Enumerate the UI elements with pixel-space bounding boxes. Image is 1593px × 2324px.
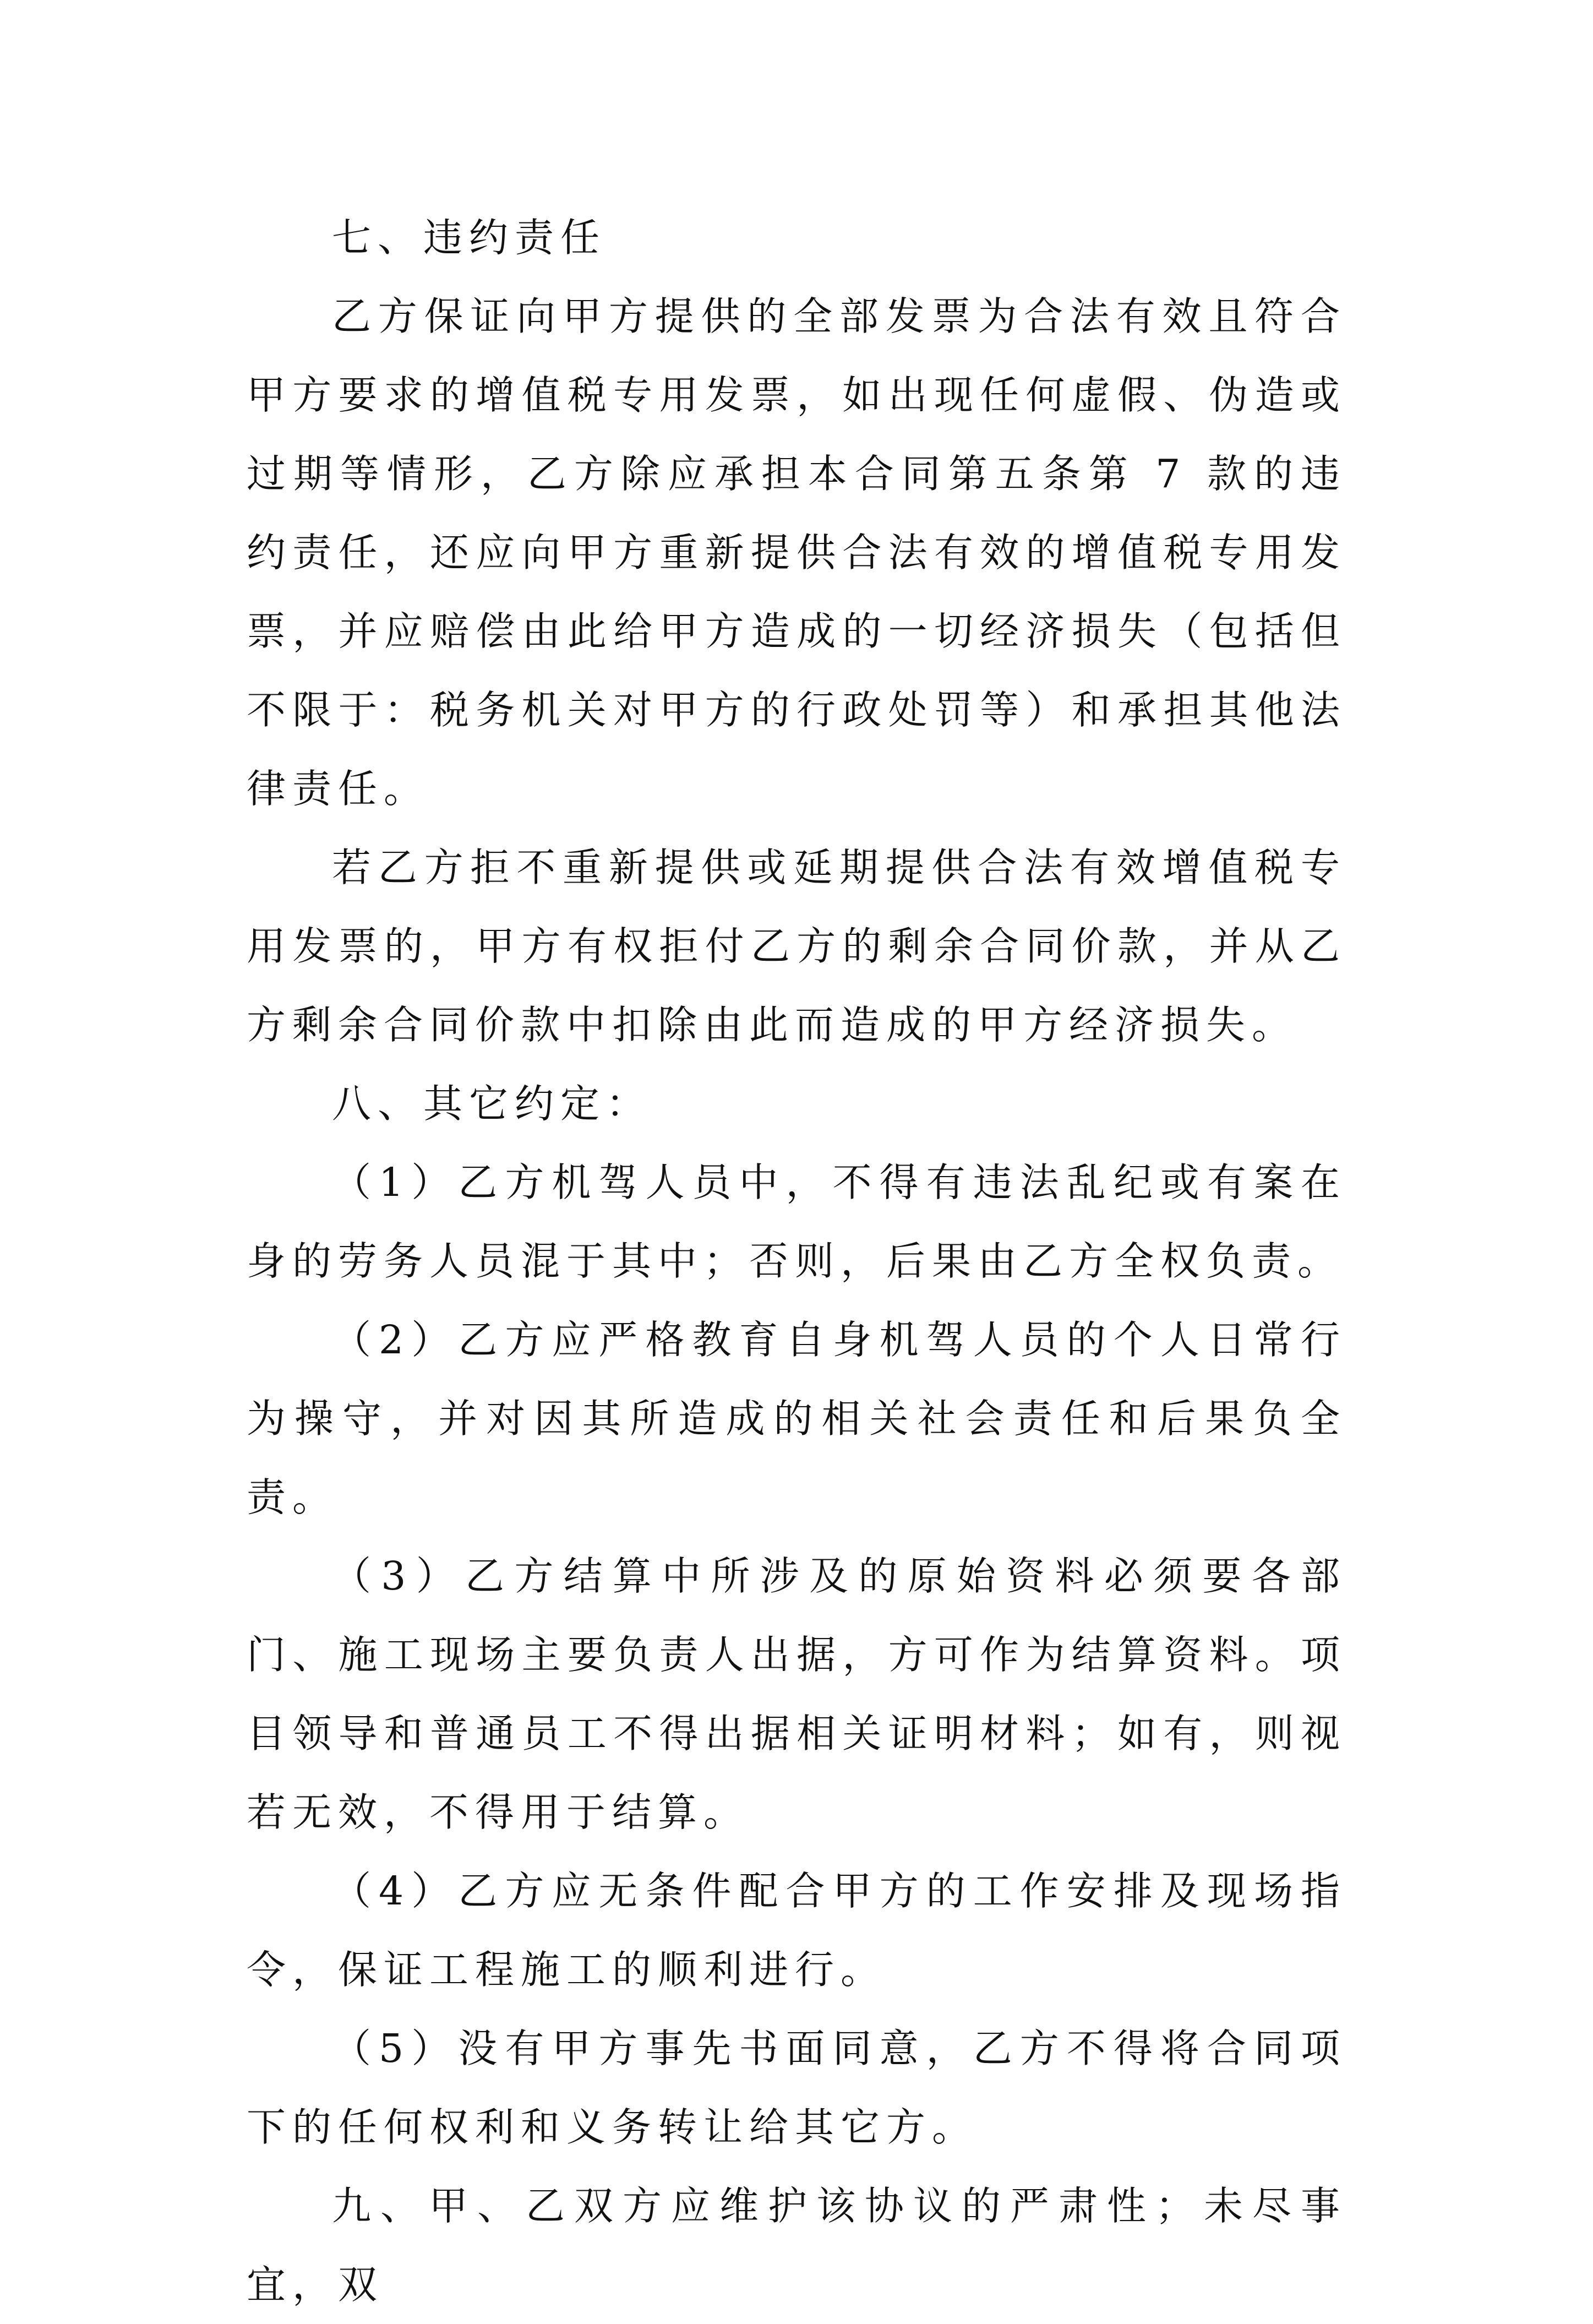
document-body <box>247 198 1346 2324</box>
section-8-item-2: （2）乙方应严格教育自身机驾人员的个人日常行为操守，并对因其所造成的相关社会责任和后果负全责。 <box>247 1317 1346 1520</box>
section-7-paragraph-2: 若乙方拒不重新提供或延期提供合法有效增值税专用发票的，甲方有权拒付乙方的剩余合同价款，并从乙方剩余合同价款中扣除由此而造成的甲方经济损失。 <box>247 845 1346 1048</box>
section-7-heading: 七、违约责任 <box>332 215 607 260</box>
section-8-item-3: （3）乙方结算中所涉及的原始资料必须要各部门、施工现场主要负责人出据，方可作为结算资料。项目领导和普通员工不得出据相关证明材料；如有，则视若无效，不得用于结算。 <box>247 1553 1346 1835</box>
section-8-item-4: （4）乙方应无条件配合甲方的工作安排及现场指令，保证工程施工的顺利进行。 <box>247 1868 1346 1993</box>
section-7-paragraph-1: 乙方保证向甲方提供的全部发票为合法有效且符合甲方要求的增值税专用发票，如出现任何虚假、伪造或过期等情形，乙方除应承担本合同第五条第 7 款的违约责任，还应向甲方重新提供合法有效的增值税专用发票，并应赔偿由此给甲方造成的一切经济损失（包括但不限于：税务机关对甲方的行政处罚等）和承担其他法律责任。 <box>247 293 1346 812</box>
section-9-text: 九、甲、乙双方应维护该协议的严肃性；未尽事宜，双 <box>247 2183 1346 2307</box>
section-8-heading: 八、其它约定： <box>332 1081 652 1126</box>
section-8-item-5: （5）没有甲方事先书面同意，乙方不得将合同项下的任何权利和义务转让给其它方。 <box>247 2026 1346 2150</box>
section-8-item-1: （1）乙方机驾人员中，不得有违法乱纪或有案在身的劳务人员混于其中；否则，后果由乙方全权负责。 <box>247 1160 1346 1284</box>
